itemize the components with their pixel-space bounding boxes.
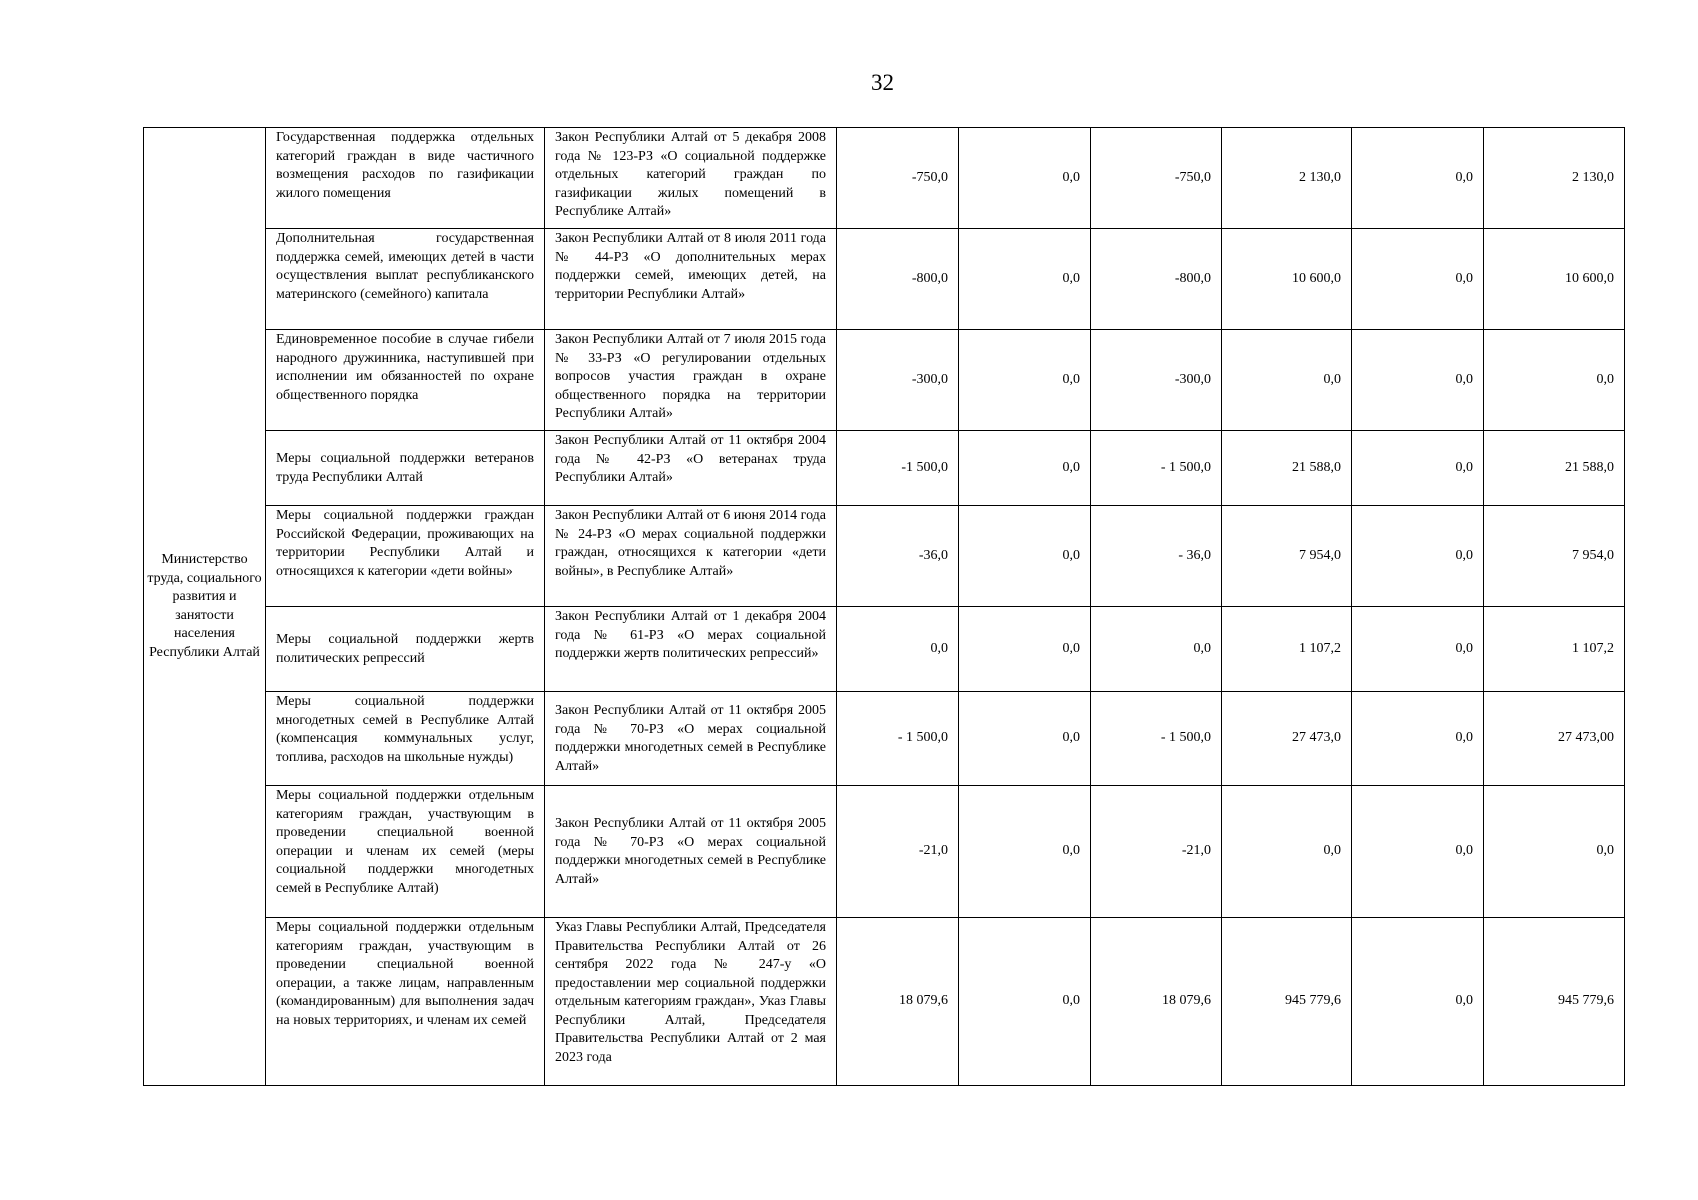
value-cell: 0,0 [1222,786,1352,918]
measure-cell: Меры социальной поддержки отдельным категориям граждан, участвующим в проведении специальной военной операции и членам их семей (меры социальной поддержки многодетных семей в Республике Алтай) [266,786,545,918]
value-cell: -300,0 [837,330,959,431]
measure-cell: Меры социальной поддержки отдельным категориям граждан, участвующим в проведении специальной военной операции, а также лицам, направленным (командированным) для выполнения задач на новых территориях, и членам их семей [266,918,545,1086]
legal-basis-cell: Закон Республики Алтай от 1 декабря 2004 года № 61-РЗ «О мерах социальной поддержки жертв политических репрессий» [545,607,837,692]
value-cell: 0,0 [1352,128,1484,229]
table-row [144,607,1625,692]
legal-basis-cell: Закон Республики Алтай от 11 октября 2005 года № 70-РЗ «О мерах социальной поддержки многодетных семей в Республике Алтай» [545,692,837,786]
value-cell: 21 588,0 [1484,431,1625,506]
value-cell: 0,0 [959,786,1091,918]
value-cell: 0,0 [959,431,1091,506]
measure-cell: Меры социальной поддержки граждан Российской Федерации, проживающих на территории Республики Алтай и относящихся к категории «дети войны» [266,506,545,607]
measure-cell: Государственная поддержка отдельных категорий граждан в виде частичного возмещения расходов по газификации жилого помещения [266,128,545,229]
value-cell: 18 079,6 [837,918,959,1086]
value-cell: 0,0 [959,692,1091,786]
value-cell: - 1 500,0 [1091,692,1222,786]
table-row [144,330,1625,431]
value-cell: -1 500,0 [837,431,959,506]
value-cell: 945 779,6 [1484,918,1625,1086]
legal-basis-cell: Закон Республики Алтай от 7 июля 2015 года № 33-РЗ «О регулировании отдельных вопросов участия граждан в охране общественного порядка на территории Республики Алтай» [545,330,837,431]
legal-basis-cell: Закон Республики Алтай от 11 октября 2005 года № 70-РЗ «О мерах социальной поддержки многодетных семей в Республике Алтай» [545,786,837,918]
value-cell: -800,0 [1091,229,1222,330]
legal-basis-cell: Закон Республики Алтай от 11 октября 2004 года № 42-РЗ «О ветеранах труда Республики Алтай» [545,431,837,506]
value-cell: 0,0 [1222,330,1352,431]
value-cell: -21,0 [1091,786,1222,918]
measure-cell: Меры социальной поддержки жертв политических репрессий [266,607,545,692]
value-cell: - 1 500,0 [837,692,959,786]
value-cell: -21,0 [837,786,959,918]
value-cell: -750,0 [837,128,959,229]
value-cell: 21 588,0 [1222,431,1352,506]
value-cell: 27 473,00 [1484,692,1625,786]
value-cell: -300,0 [1091,330,1222,431]
table-row [144,692,1625,786]
value-cell: 27 473,0 [1222,692,1352,786]
value-cell: 0,0 [959,506,1091,607]
value-cell: 0,0 [1091,607,1222,692]
value-cell: 0,0 [959,229,1091,330]
value-cell: 0,0 [959,128,1091,229]
value-cell: 7 954,0 [1484,506,1625,607]
value-cell: 0,0 [1352,786,1484,918]
table-row [144,128,1625,229]
value-cell: 0,0 [1484,786,1625,918]
value-cell: 0,0 [1352,918,1484,1086]
value-cell: 1 107,2 [1222,607,1352,692]
ministry-cell: Министерство труда, социального развития и занятости населения Республики Алтай [144,128,266,1086]
value-cell: - 1 500,0 [1091,431,1222,506]
legal-basis-cell: Закон Республики Алтай от 8 июля 2011 года № 44-РЗ «О дополнительных мерах поддержки семей, имеющих детей, на территории Республики Алтай» [545,229,837,330]
value-cell: 0,0 [1352,607,1484,692]
budget-table [143,127,1625,1086]
value-cell: 945 779,6 [1222,918,1352,1086]
legal-basis-cell: Закон Республики Алтай от 6 июня 2014 года № 24-РЗ «О мерах социальной поддержки граждан, относящихся к категории «дети войны», в Республике Алтай» [545,506,837,607]
value-cell: 0,0 [1352,229,1484,330]
table-row [144,229,1625,330]
table-row [144,918,1625,1086]
value-cell: 1 107,2 [1484,607,1625,692]
value-cell: 0,0 [1352,692,1484,786]
legal-basis-cell: Закон Республики Алтай от 5 декабря 2008 года № 123-РЗ «О социальной поддержке отдельных категорий граждан по газификации жилых помещений в Республике Алтай» [545,128,837,229]
legal-basis-cell: Указ Главы Республики Алтай, Председателя Правительства Республики Алтай от 26 сентября 2022 года № 247-у «О предоставлении мер социальной поддержки отдельным категориям граждан», Указ Главы Республики Алтай, Председателя Правительства Республики Алтай от 2 мая 2023 года [545,918,837,1086]
measure-cell: Меры социальной поддержки ветеранов труда Республики Алтай [266,431,545,506]
value-cell: 0,0 [959,918,1091,1086]
value-cell: -36,0 [837,506,959,607]
page-number: 32 [871,70,894,95]
value-cell: 2 130,0 [1222,128,1352,229]
measure-cell: Меры социальной поддержки многодетных семей в Республике Алтай (компенсация коммунальных услуг, топлива, расходов на школьные нужды) [266,692,545,786]
value-cell: - 36,0 [1091,506,1222,607]
table-row [144,506,1625,607]
value-cell: 0,0 [959,330,1091,431]
measure-cell: Дополнительная государственная поддержка семей, имеющих детей в части осуществления выплат республиканского материнского (семейного) капитала [266,229,545,330]
value-cell: 0,0 [1352,506,1484,607]
value-cell: 0,0 [959,607,1091,692]
value-cell: 2 130,0 [1484,128,1625,229]
value-cell: 10 600,0 [1484,229,1625,330]
value-cell: 0,0 [1352,431,1484,506]
table-row [144,431,1625,506]
value-cell: 10 600,0 [1222,229,1352,330]
measure-cell: Единовременное пособие в случае гибели народного дружинника, наступившей при исполнении им обязанностей по охране общественного порядка [266,330,545,431]
table-row [144,786,1625,918]
value-cell: -800,0 [837,229,959,330]
value-cell: 0,0 [1484,330,1625,431]
value-cell: 18 079,6 [1091,918,1222,1086]
value-cell: 0,0 [837,607,959,692]
value-cell: 0,0 [1352,330,1484,431]
value-cell: 7 954,0 [1222,506,1352,607]
value-cell: -750,0 [1091,128,1222,229]
